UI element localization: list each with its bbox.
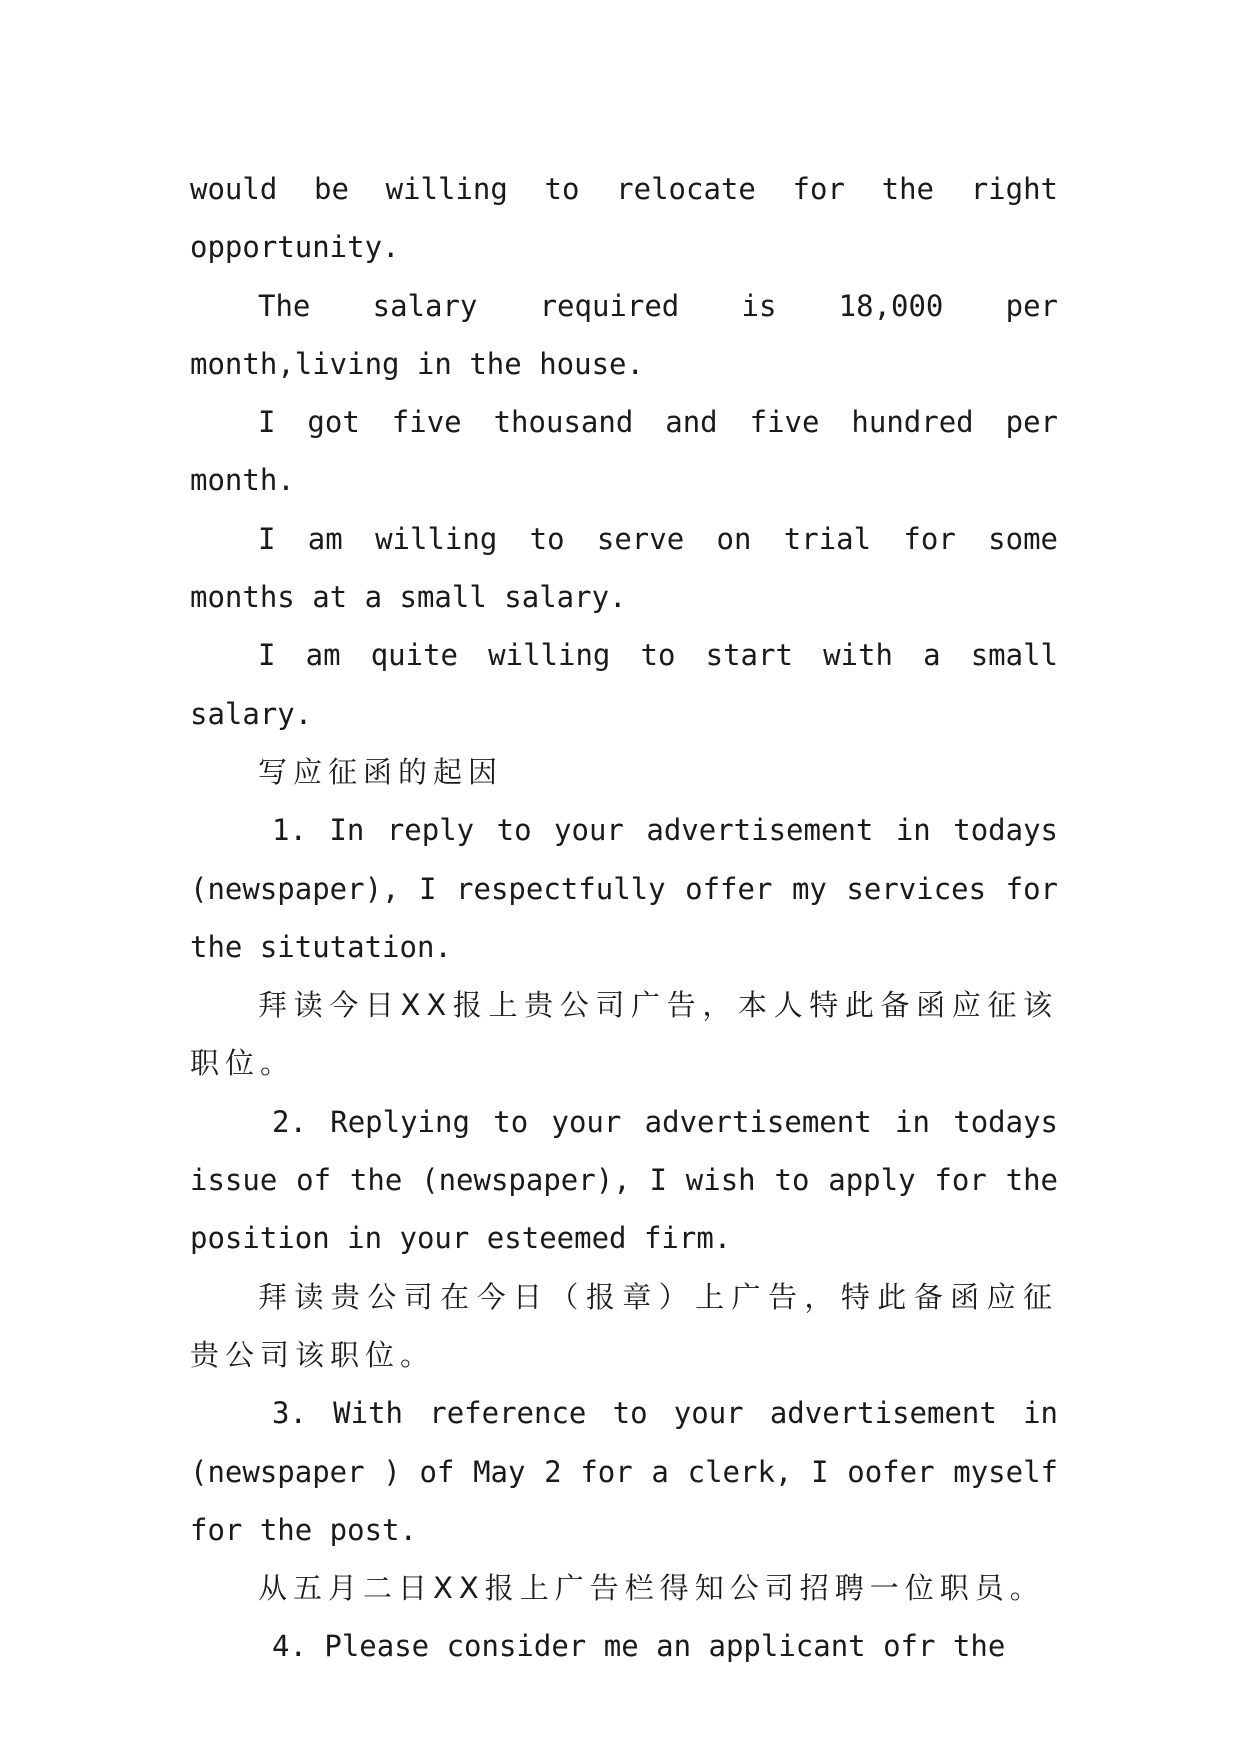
paragraph-item-3: 3. With reference to your advertisement in (newspaper ) of May 2 for a clerk, I oofer myself for the post. [190,1396,1058,1547]
document-body [190,160,1058,1676]
paragraph-item-3-translation: 从五月二日XX报上广告栏得知公司招聘一位职员。 [258,1571,1045,1606]
paragraph-item-1-translation: 拜读今日XX报上贵公司广告，本人特此备函应征该职位。 [190,988,1058,1081]
section-heading-reasons: 写应征函的起因 [258,754,504,789]
paragraph-item-1: 1. In reply to your advertisement in todays (newspaper), I respectfully offer my services for the situtation. [190,813,1058,964]
paragraph-salary-required: The salary required is 18,000 per month,living in the house. [190,288,1058,381]
paragraph-item-4: 4. Please consider me an applicant ofr the [272,1629,1006,1664]
paragraph-item-2: 2. Replying to your advertisement in todays issue of the (newspaper), I wish to apply for the position in your esteemed firm. [190,1104,1058,1256]
paragraph-small-salary: I am quite willing to start with a small salary. [190,638,1058,731]
paragraph-trial-service: I am willing to serve on trial for some months at a small salary. [190,521,1058,615]
paragraph-item-2-translation: 拜读贵公司在今日（报章）上广告，特此备函应征贵公司该职位。 [190,1279,1058,1372]
paragraph-current-salary: I got five thousand and five hundred per month. [190,405,1058,498]
paragraph-relocate: would be willing to relocate for the right opportunity. [190,172,1058,265]
